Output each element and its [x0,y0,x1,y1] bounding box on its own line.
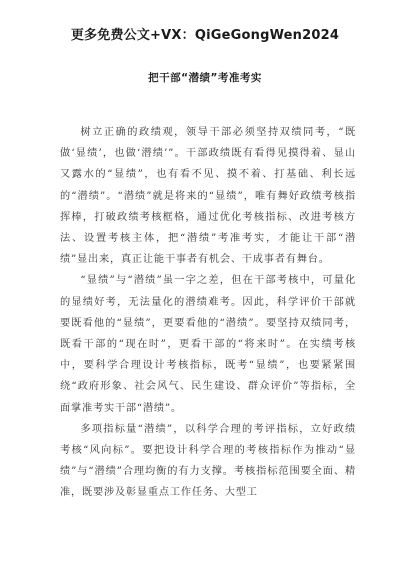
watermark-header: 更多免费公文+VX：QiGeGongWen2024 [70,28,340,43]
document-body [60,122,356,504]
paragraph: 树立正确的政绩观，领导干部必须坚持双绩同考，“既做‘显绩’，也做‘潜绩’”。干部政绩既有看得见摸得着、显山又露水的“显绩”，也有看不见、摸不着、打基础、利长远的“潜绩”。“潜绩”就是将来的“显绩”，唯有舞好政绩考核指挥棒，打破政绩考核框格，通过优化考核指标、改进考核方法、设置考核主体，把“潜绩”考准考实，才能让干部“潜绩”显出来，真正让能干事者有机会、干成事者有舞台。 [60,127,356,266]
paragraph: “显绩”与“潜绩”虽一字之差，但在干部考核中，可量化的显绩好考，无法量化的潜绩难考。因此，科学评价干部就要既看他的“显绩”，更要看他的“潜绩”。要坚持双绩同考，既看干部的“现在时”，更看干部的“将来时”。在实绩考核中，要科学合理设计考核指标，既考“显绩”，也要紧紧围绕“政府形象、社会风气、民生建设、群众评价”等指标，全面掌准考实干部“潜绩”。 [60,275,356,414]
document-title: 把干部“潜绩”考准考实 [148,72,262,84]
paragraph: 多项指标量“潜绩”，以科学合理的考评指标，立好政绩考核“风向标”。要把设计科学合理的考核指标作为推动“显绩”与“潜绩”合理均衡的有力支撑。考核指标范围要全面、精准，既要涉及彰显重点工作任务、大型工 [60,423,356,499]
